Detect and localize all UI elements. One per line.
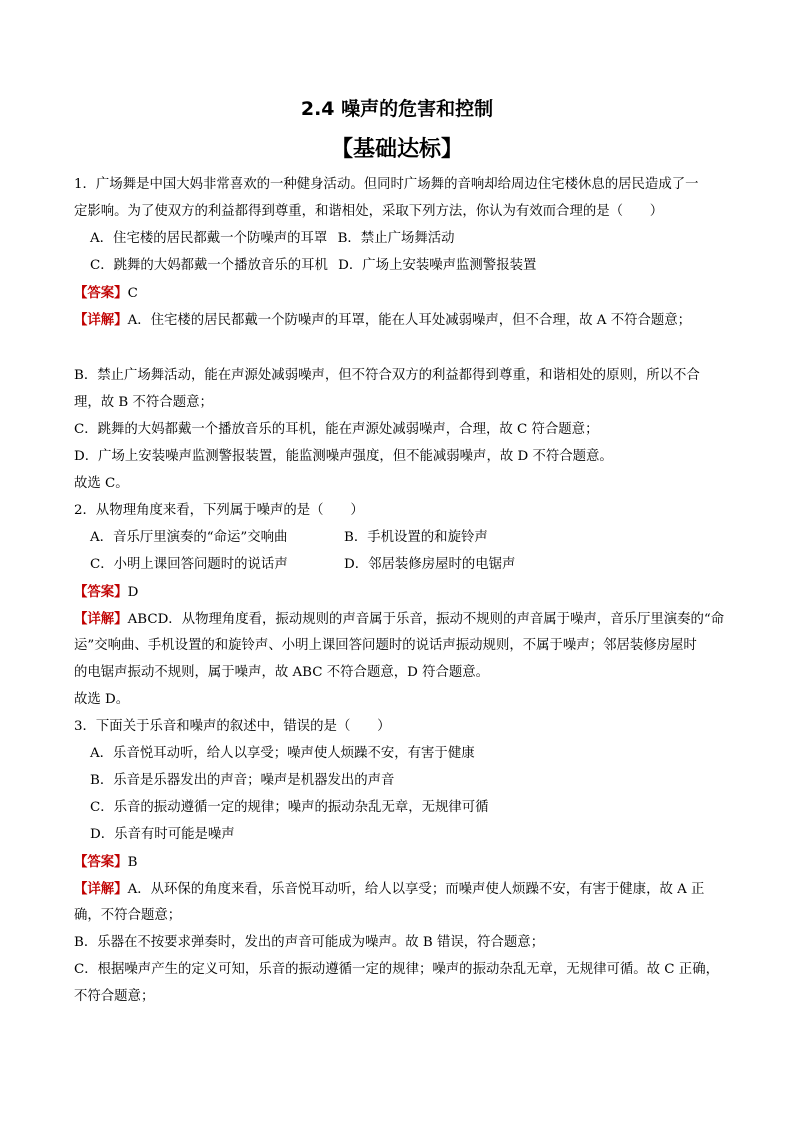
- q3-detail-line-4: C．根据噪声产生的定义可知，乐音的振动遵循一定的规律；噪声的振动杂乱无章，无规律可循。故 C 正确，: [74, 962, 719, 977]
- q1-detail-line-5: D．广场上安装噪声监测警报装置，能监测噪声强度，但不能减弱噪声，故 D 不符合题意。: [74, 449, 613, 464]
- q1-option-a: A．住宅楼的居民都戴一个防噪声的耳罩: [90, 231, 328, 246]
- q1-answer-value: C: [127, 286, 138, 301]
- q2-detail-line-4: 故选 D。: [74, 692, 130, 707]
- q2-option-b: B．手机设置的和旋铃声: [344, 530, 488, 545]
- q3-detail-line-5: 不符合题意；: [74, 989, 155, 1004]
- q2-option-c: C．小明上课回答问题时的说话声: [90, 557, 288, 572]
- q3-answer-value: B: [127, 855, 138, 870]
- q1-option-b: B．禁止广场舞活动: [337, 231, 455, 246]
- q1-option-d: D．广场上安装噪声监测警报装置: [338, 258, 537, 273]
- q1-detail-text-1: A．住宅楼的居民都戴一个防噪声的耳罩，能在人耳处减弱噪声，但不合理，故 A 不符合题意；: [127, 313, 692, 328]
- q3-option-b: B．乐音是乐器发出的声音；噪声是机器发出的声音: [90, 773, 395, 788]
- q2-detail-line-3: 的电锯声振动不规则，属于噪声，故 ABC 不符合题意，D 符合题意。: [74, 665, 490, 680]
- q2-detail-text-1: ABCD．从物理角度看，振动规则的声音属于乐音，振动不规则的声音属于噪声，音乐厅里演奏的“命: [127, 612, 725, 627]
- q1-option-c: C．跳舞的大妈都戴一个播放音乐的耳机: [90, 258, 328, 273]
- q3-answer: [74, 853, 724, 872]
- q2-stem: 2．从物理角度来看，下列属于噪声的是（ ）: [74, 503, 364, 518]
- detail-tag: 【详解】: [74, 312, 128, 328]
- q3-option-c: C．乐音的振动遵循一定的规律；噪声的振动杂乱无章，无规律可循: [90, 800, 489, 815]
- q1-detail-line-6: 故选 C。: [74, 476, 129, 491]
- q3-stem: 3．下面关于乐音和噪声的叙述中，错误的是（ ）: [74, 719, 391, 734]
- detail-tag: 【详解】: [74, 611, 128, 627]
- q2-detail-line-2: 运”交响曲、手机设置的和旋铃声、小明上课回答问题时的说话声振动规则，不属于噪声；邻居装修房屋时: [74, 638, 697, 653]
- page-title: 2.4 噪声的危害和控制: [300, 98, 494, 120]
- answer-tag: 【答案】: [74, 854, 128, 870]
- q1-detail-line-3: 理，故 B 不符合题意；: [74, 395, 213, 410]
- section-heading: 【基础达标】: [330, 137, 463, 162]
- q2-option-d: D．邻居装修房屋时的电锯声: [344, 557, 516, 572]
- detail-tag: 【详解】: [74, 881, 128, 897]
- q1-stem-line-1: 1．广场舞是中国大妈非常喜欢的一种健身活动。但同时广场舞的音响却给周边住宅楼休息的居民造成了一: [74, 177, 699, 192]
- q3-detail-line-2: 确，不符合题意；: [74, 908, 182, 923]
- q1-options-row-2: [90, 257, 740, 275]
- q3-detail-text-1: A．从环保的角度来看，乐音悦耳动听，给人以享受；而噪声使人烦躁不安，有害于健康，故 A 正: [127, 882, 705, 897]
- q3-option-a: A．乐音悦耳动听，给人以享受；噪声使人烦躁不安，有害于健康: [90, 746, 475, 761]
- q1-detail-line-2: B．禁止广场舞活动，能在声源处减弱噪声，但不符合双方的利益都得到尊重，和谐相处的原则，所以不合: [74, 368, 700, 383]
- q2-options-row-1: [90, 529, 740, 547]
- q2-answer: [74, 583, 724, 602]
- q2-answer-value: D: [127, 585, 139, 600]
- q1-detail-line-4: C．跳舞的大妈都戴一个播放音乐的耳机，能在声源处减弱噪声，合理，故 C 符合题意；: [74, 422, 599, 437]
- q3-option-d: D．乐音有时可能是噪声: [90, 827, 235, 842]
- q3-detail-line-3: B．乐器在不按要求弹奏时，发出的声音可能成为噪声。故 B 错误，符合题意；: [74, 935, 545, 950]
- q2-detail-line-1: [74, 610, 724, 629]
- q1-stem-line-2: 定影响。为了使双方的利益都得到尊重，和谐相处，采取下列方法，你认为有效而合理的是（ ）: [74, 204, 664, 219]
- answer-tag: 【答案】: [74, 584, 128, 600]
- answer-tag: 【答案】: [74, 285, 128, 301]
- q1-answer: [74, 284, 724, 303]
- q3-detail-line-1: [74, 880, 724, 899]
- q1-detail-line-1: [74, 311, 724, 330]
- q2-option-a: A．音乐厅里演奏的“命运”交响曲: [90, 530, 288, 545]
- q2-options-row-2: [90, 556, 740, 574]
- q1-options-row-1: [90, 230, 740, 248]
